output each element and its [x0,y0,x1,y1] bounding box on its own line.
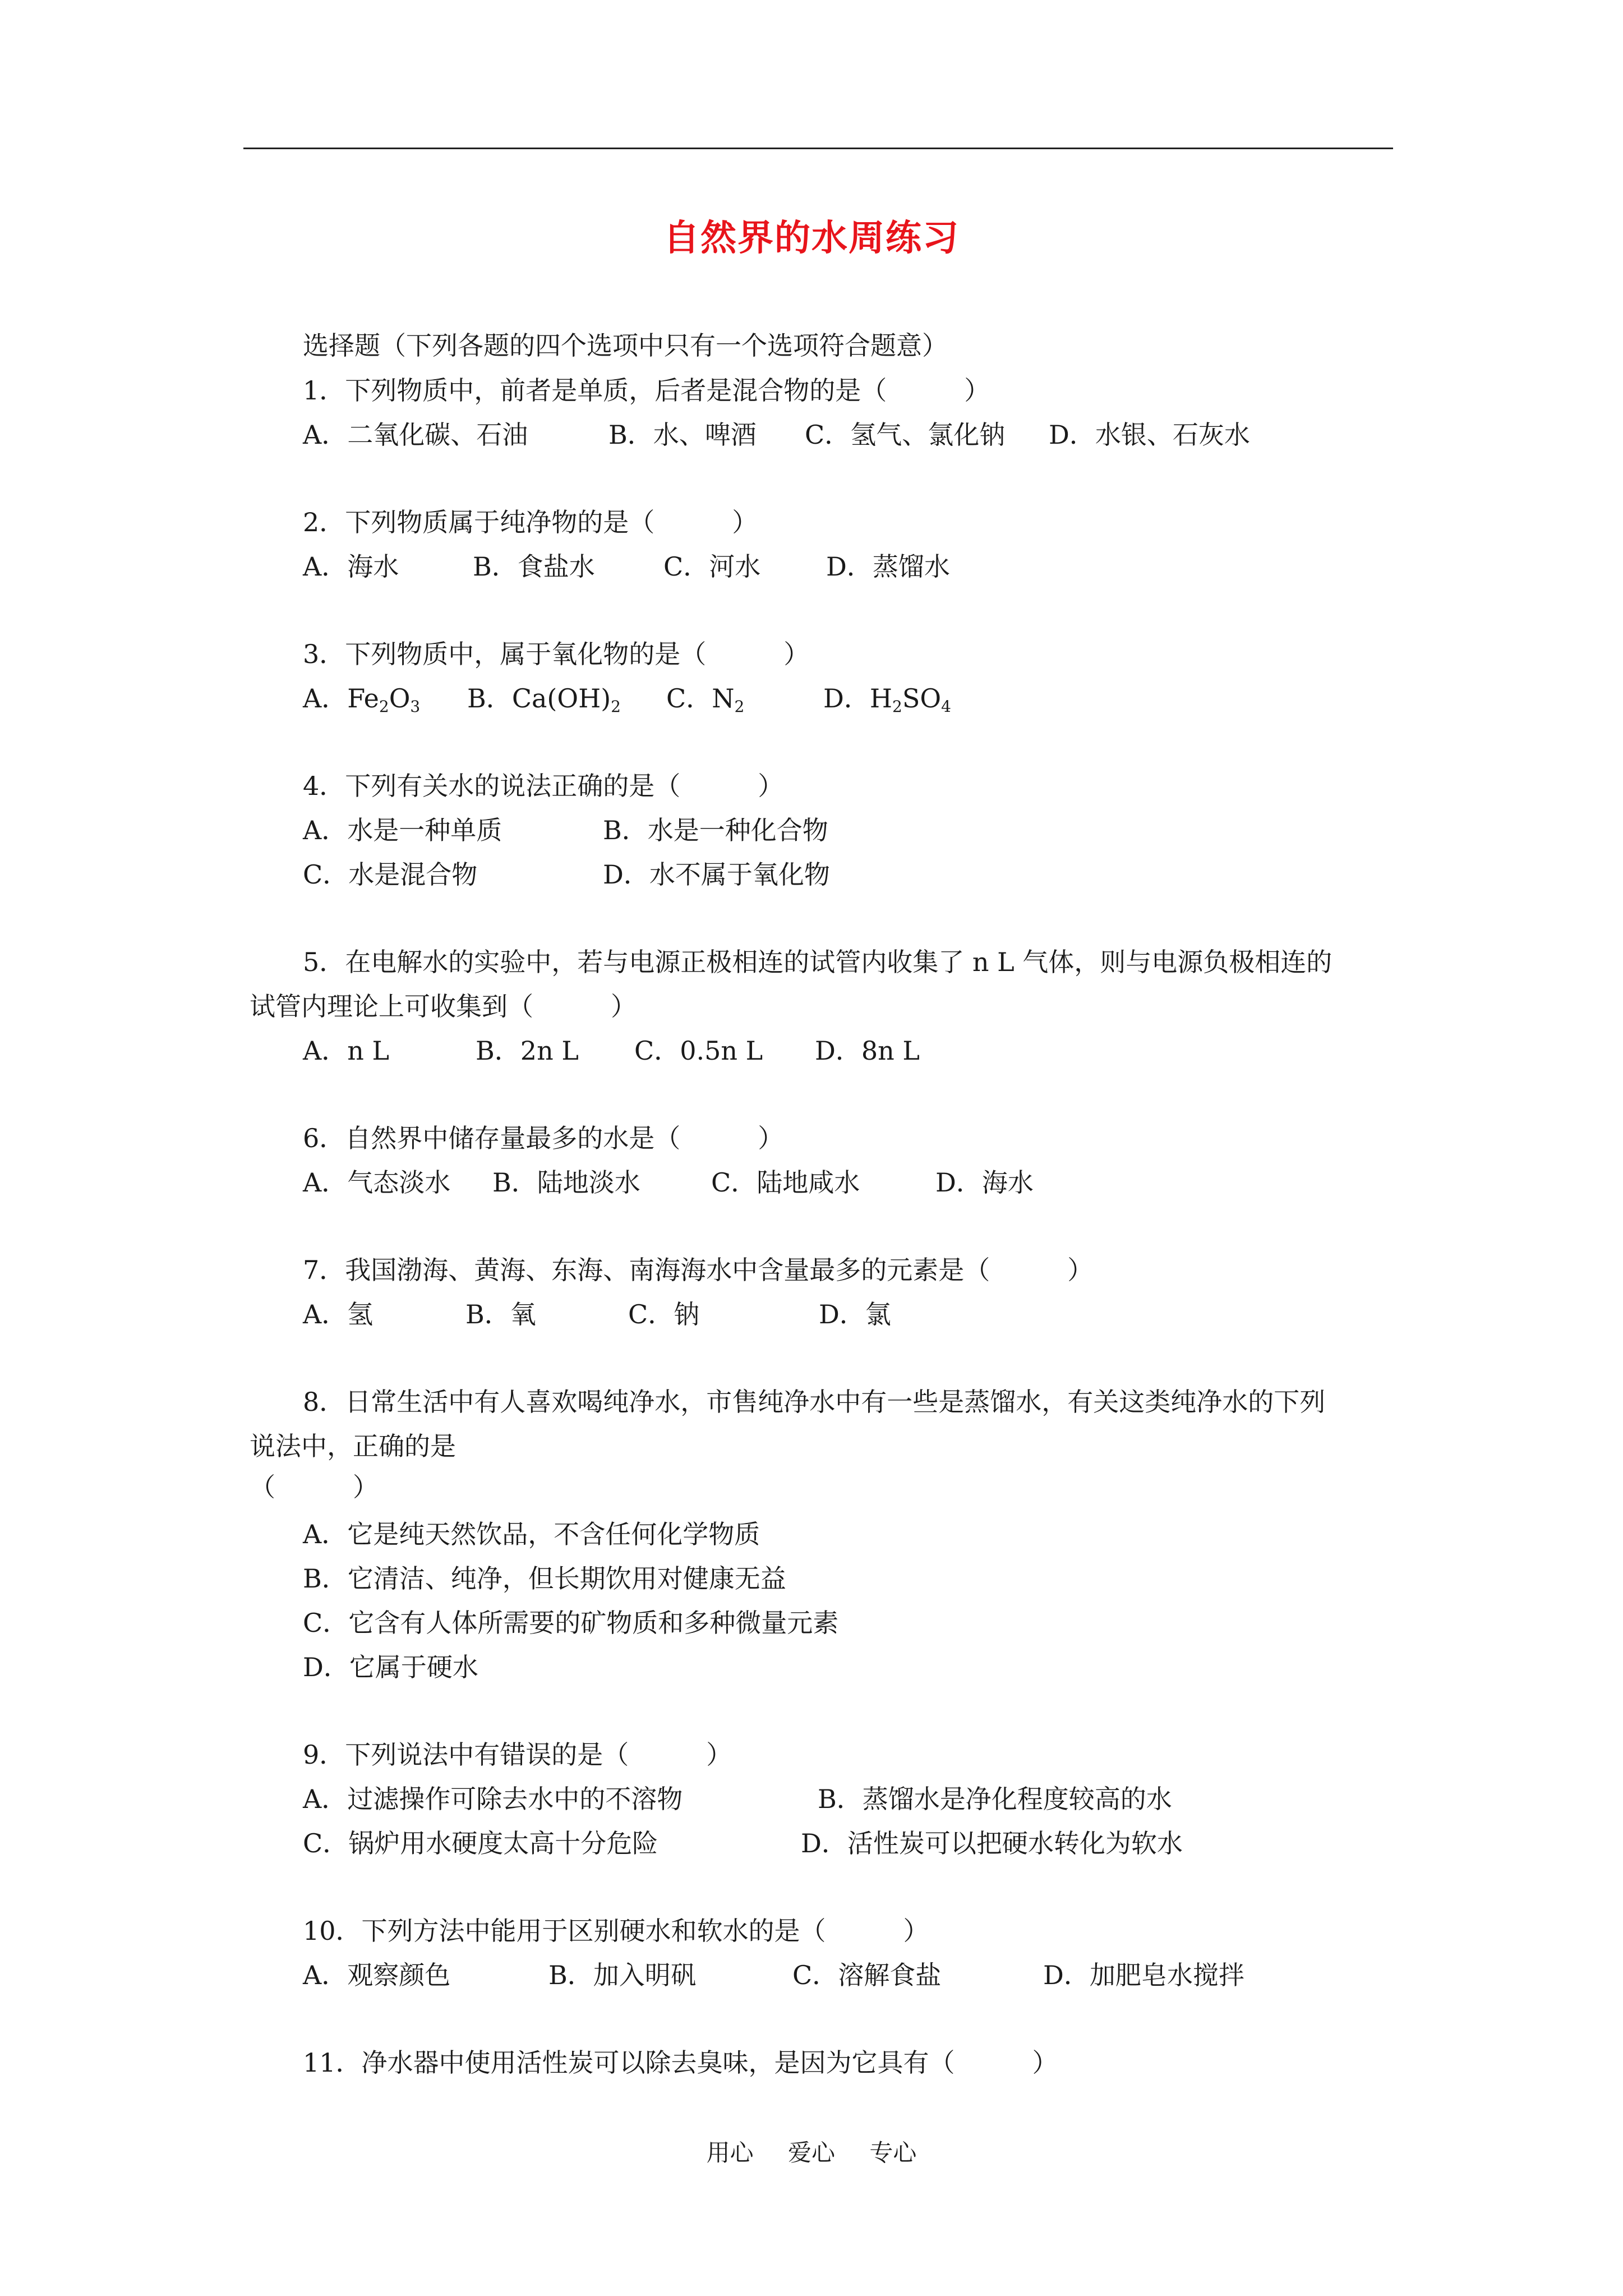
question-6-option-b: B．陆地淡水 [492,1167,640,1198]
footer-text-1: 用心 [706,2139,754,2166]
question-4-option-b: B．水是一种化合物 [603,815,828,845]
page-title: 自然界的水周练习 [663,217,960,259]
question-5-option-c: C．0.5n L [634,1036,763,1066]
footer-text-2: 爱心 [787,2139,835,2166]
question-3-option-b: B．$Ca(OH)_2$ [467,683,621,716]
question-11-stem: 11．净水器中使用活性炭可以除去臭味，是因为它具有（ ） [303,2047,1058,2078]
question-10-option-d: D．加肥皂水搅拌 [1043,1960,1244,1990]
question-2-option-c: C．河水 [663,551,761,582]
question-5-option-b: B．2n L [476,1036,579,1066]
question-4-option-d: D．水不属于氧化物 [603,859,830,890]
question-4-option-c: C．水是混合物 [303,859,478,890]
question-9-option-a: A．过滤操作可除去水中的不溶物 [303,1784,683,1814]
question-2-option-b: B．食盐水 [473,551,595,582]
question-7-option-a: A．氢 [303,1299,374,1329]
question-7-option-b: B．氧 [465,1299,536,1329]
footer-text-3: 专心 [869,2139,917,2166]
question-6-option-c: C．陆地咸水 [711,1167,860,1198]
question-8-option-c: C．它含有人体所需要的矿物质和多种微量元素 [303,1608,839,1638]
question-8-option-d: D．它属于硬水 [303,1652,478,1682]
question-5-stem: 5．在电解水的实验中，若与电源正极相连的试管内收集了 n L 气体，则与电源负极相连的 [303,947,1332,977]
question-10-option-a: A．观察颜色 [303,1960,451,1990]
question-1-option-c: C．氢气、氯化钠 [805,420,1006,450]
question-2-option-a: A．海水 [303,551,399,582]
question-6-option-a: A．气态淡水 [303,1167,451,1198]
question-5-option-d: D．8n L [815,1036,920,1066]
question-1-stem: 1．下列物质中，前者是单质，后者是混合物的是（ ） [303,375,990,406]
question-8-option-a: A．它是纯天然饮品，不含任何化学物质 [303,1519,760,1549]
question-4-option-a: A．水是一种单质 [303,815,502,845]
question-3-option-a: A．$Fe_2O_3$ [303,683,421,716]
question-6-stem: 6．自然界中储存量最多的水是（ ） [303,1123,784,1153]
question-1-option-b: B．水、啤酒 [608,420,757,450]
question-5-option-a: A．n L [303,1036,390,1066]
question-9-option-b: B．蒸馏水是净化程度较高的水 [818,1784,1172,1814]
question-8-answer-bracket: （ ） [250,1472,379,1502]
header-rule [243,148,1393,149]
question-2-stem: 2．下列物质属于纯净物的是（ ） [303,507,758,537]
question-8-option-b: B．它清洁、纯净，但长期饮用对健康无益 [303,1563,786,1594]
question-6-option-d: D．海水 [935,1167,1034,1198]
question-3-option-d: D．$H_2SO_4$ [823,683,951,716]
question-9-stem: 9．下列说法中有错误的是（ ） [303,1740,732,1770]
question-3-option-c: C．$N_2$ [666,683,745,716]
question-9-option-c: C．锅炉用水硬度太高十分危险 [303,1828,658,1858]
question-1-option-d: D．水银、石灰水 [1049,420,1250,450]
question-10-stem: 10．下列方法中能用于区别硬水和软水的是（ ） [303,1916,929,1946]
question-7-option-c: C．钠 [628,1299,700,1329]
question-8-stem: 8．日常生活中有人喜欢喝纯净水，市售纯净水中有一些是蒸馏水，有关这类纯净水的下列 [303,1387,1326,1417]
question-1-option-a: A．二氧化碳、石油 [303,420,528,450]
question-3-stem: 3．下列物质中，属于氧化物的是（ ） [303,639,810,669]
question-9-option-d: D．活性炭可以把硬水转化为软水 [801,1828,1183,1858]
question-8-stem-continued: 说法中，正确的是 [250,1431,456,1461]
question-7-option-d: D．氯 [819,1299,891,1329]
question-4-stem: 4．下列有关水的说法正确的是（ ） [303,771,784,801]
question-2-option-d: D．蒸馏水 [826,551,950,582]
question-10-option-c: C．溶解食盐 [792,1960,942,1990]
page-footer [0,2137,1623,2169]
question-7-stem: 7．我国渤海、黄海、东海、南海海水中含量最多的元素是（ ） [303,1255,1094,1285]
question-10-option-b: B．加入明矾 [548,1960,697,1990]
section-heading: 选择题（下列各题的四个选项中只有一个选项符合题意） [303,330,948,361]
question-5-stem-continued: 试管内理论上可收集到（ ） [250,991,637,1022]
